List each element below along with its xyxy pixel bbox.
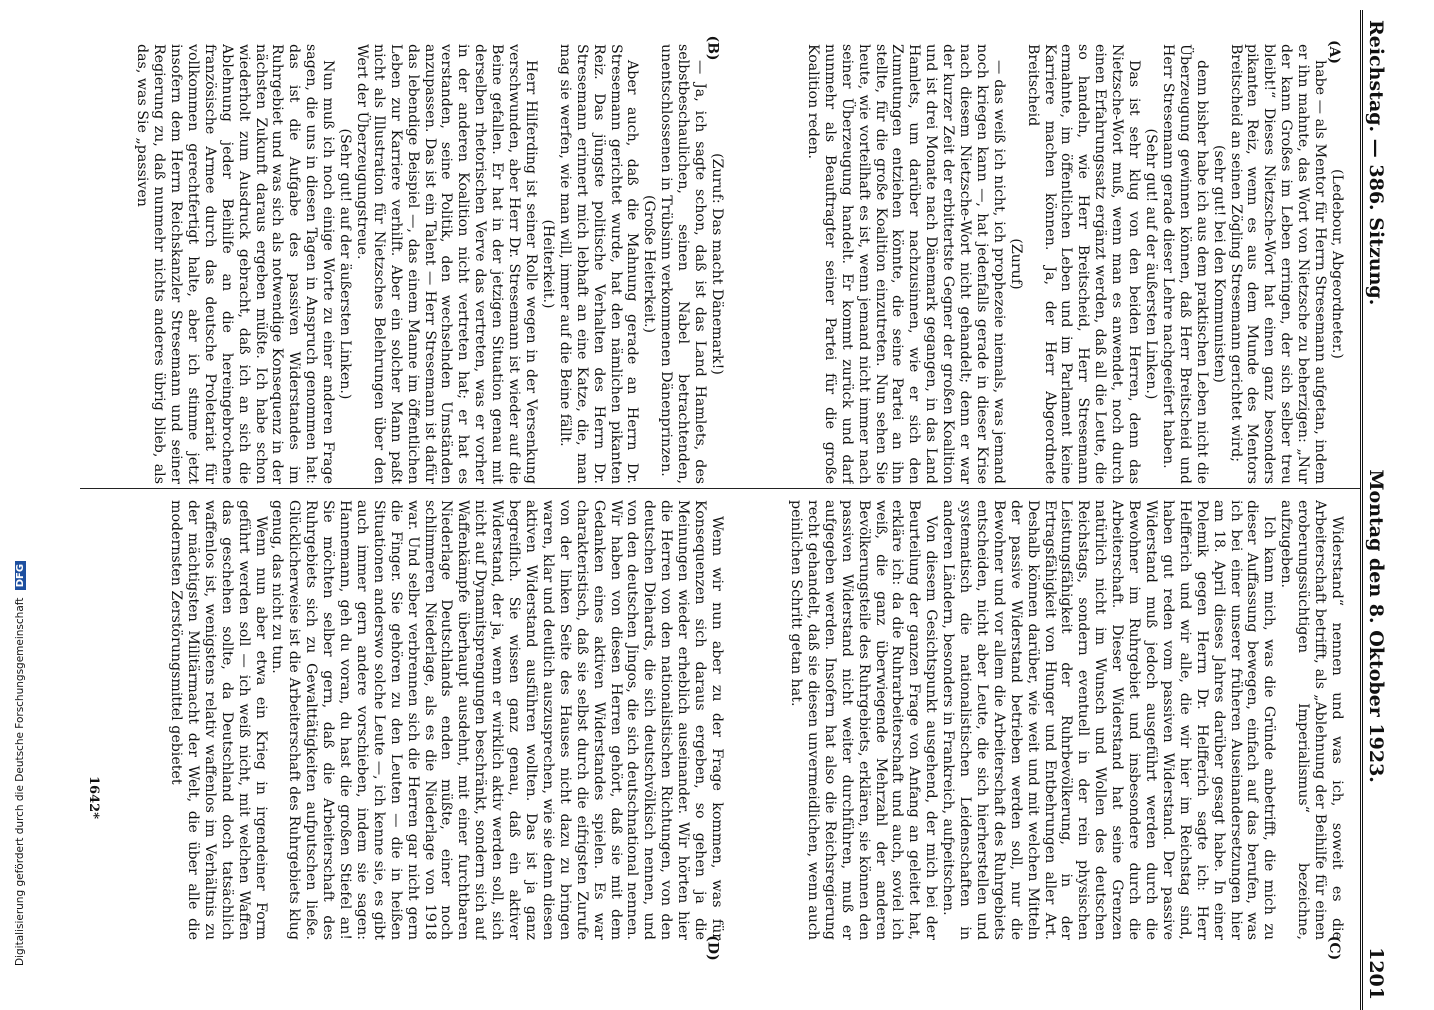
paragraph: denn bisher habe ich aus dem praktischen Leben nicht die Überzeugung gewinnen können, daß Herr Breitscheid und Herr Stresemann gerade dieser Lehre nachgeeifert haben.	[1159, 44, 1210, 484]
interjection: (Sehr gut! auf der äußersten Linken.)	[1143, 128, 1160, 400]
text-block-left-b	[105, 44, 725, 484]
column-divider	[80, 488, 1360, 489]
interjection: (Sehr gut! auf der äußersten Linken.)	[337, 128, 354, 400]
header-date: Montag den 8. Oktober 1923.	[1365, 469, 1387, 783]
paragraph: Von diesem Gesichtspunkt ausgehend, der mich bei der Beurteilung der ganzen Frage von Anfang an geleitet hat, erkläre ich: da die Ruhrarbeiterschaft und auch, soviel ich weiß, die ganz überwiegende Mehrzahl der anderen Bevölkerungsteile des Ruhrgebiets, erklären, sie können den passiven Widerstand nicht weiter durchführen, muß er aufgegeben werden. Insofern hat also die Reichsregierung recht gehandelt, daß sie diesen unvermeidlichen, wenn auch peinlichen Schritt getan hat.	[788, 500, 940, 940]
paragraph: Wenn wir nun aber zu der Frage kommen, was für Konsequenzen sich daraus ergeben, so gehen ja die Meinungen wieder erheblich auseinander. Wir hörten hier die Herren von den nationalistischen Richtungen, von den deutschen Diehards, die sich deutschvölkisch nennen, und von den deutschen Jingos, die sich deutschnational nennen. Wir haben von diesen Herren gehört, daß sie mit dem Gedanken eines aktiven Widerstandes spielen. Es war charakteristisch, daß sie selbst durch die eifrigsten Zurufe von der linken Seite des Hauses nicht dazu zu bringen waren, klar und deutlich auszusprechen, wie sie denn diesen aktiven Widerstand ausführen wollten. Das ist ja ganz begreiflich. Sie wissen ganz genau, daß ein aktiver Widerstand, der ja, wenn er wirklich aktiv werden soll, sich nicht auf Dynamitsprengungen beschränkt, sondern sich auf Waffenkämpfe überhaupt ausdehnt, mit einer furchtbaren Niederlage Deutschlands enden müßte, einer noch schlimmeren Niederlage, als es die Niederlage von 1918 war. Und selber verbrennen sich die Herren gar nicht gern die Finger. Sie gehören zu den Leuten — die in heißen Situationen anderswo solche Leute —, ich kenne sie, es gibt auch immer gern andere vorschieben, indem sie sagen: Hannemann, geh du voran, du hast die großen Stiefel an! Sie möchten selber gern, daß die Arbeiterschaft des Ruhrgebiets sich zu Gewalttätigkeiten aufputschen ließe. Glücklicherweise ist die Arbeiterschaft des Ruhrgebiets klug genug, das nicht zu tun.	[269, 500, 725, 940]
paragraph: Das ist sehr klug von den beiden Herren, denn das Nietzsche-Wort muß, wenn man es anwendet, noch durch einen Erfahrungssatz ergänzt werden, daß all die Leute, die so handeln, wie Herr Breitscheid, Herr Stresemann ermahnte, im öffentlichen Leben und im Parlament keine Karriere machen können. Ja, der Herr Abgeordnete Breitscheid	[1024, 44, 1143, 484]
interjection: (Große Heiterkeit.)	[641, 194, 658, 334]
digitization-credit	[14, 563, 26, 966]
margin-marker-d: (D)	[704, 935, 721, 961]
header-chamber: Reichstag. — 386. Sitzung.	[1365, 20, 1387, 306]
margin-marker-a: (A)	[1326, 39, 1343, 65]
paragraph: Wenn nun aber etwa ein Krieg in irgendeiner Form geführt werden soll — ich weiß nicht, mit welchen Waffen das geschehen sollte, da Deutschland doch tatsächlich waffenlos ist, wenigstens relativ waffenlos im Verhältnis zu der mächtigsten Militärmacht der Welt, die über alle die modernsten Zerstörungsmittel gebietet	[168, 500, 269, 940]
text-block-right-a	[725, 500, 1345, 940]
paragraph: — das weiß ich nicht, ich prophezeie niemals, was jemand noch kriegen kann —, hat jedenfalls gerade in dieser Krise nach diesem Nietzsche-Wort nicht gehandelt; denn er war der kurzer Zeit der erbittertste Gegner der großen Koalition und ist drei Monate nach Dänemark gegangen, in das Land Hamlets, um darüber nachzusinnen, wie er sich den Zumutungen entziehen könnte, die seine Partei an ihn stellte, für die große Koalition einzutreten. Nun sehen Sie heute, wie vorteilhaft es ist, wenn jemand nicht immer nach seiner Überzeugung handelt. Er kommt zurück und darf nunmehr als Beauftragter seiner Partei für die große Koalition reden.	[804, 44, 1007, 484]
header-page-number: 1201	[1365, 947, 1387, 1000]
credit-text: Digitalisierung gefördert durch die Deutsche Forschungsgemeinschaft	[14, 597, 26, 966]
paragraph: Nun muß ich noch einige Worte zu einer anderen Frage sagen, die uns in diesen Tagen in Anspruch genommen hat: das ist die Aufgabe des passiven Widerstandes im Ruhrgebiet und was sich als notwendige Konsequenz in der nächsten Zukunft daraus ergeben müßte. Ich habe schon wiederholt zum Ausdruck gebracht, daß ich an sich die Ablehnung jeder Beihilfe an die hereingebrochene französische Armee durch das deutsche Proletariat für vollkommen gerechtfertigt halte, aber ich stimme jetzt insofern dem Herrn Reichskanzler Stresemann und seiner Regierung zu, daß nunmehr nichts anderes übrig blieb, als das, was Sie „passiven	[134, 44, 337, 484]
text-block-left-a	[725, 44, 1345, 484]
interjection: (sehr gut! bei den Kommunisten)	[1210, 145, 1227, 383]
interjection: (Zuruf: Das macht Dänemark!)	[709, 153, 725, 375]
paragraph: — Ja, ich sagte schon, daß ist das Land Hamlets, des selbstbeschaulichen, seinen Nabel betrachtenden, unentschlossenen in Trübsinn verkommenen Dänenprinzen.	[658, 44, 709, 484]
dfg-logo: DFG	[15, 561, 26, 590]
folio-number: 1642*	[85, 776, 101, 819]
interjection: (Zuruf)	[1007, 238, 1024, 290]
paragraph: habe — als Mentor für Herrn Stresemann aufgetan, indem er ihn mahnte, das Wort von Nietzsche zu beherzigen: „Nur der kann Großes im Leben erringen, der sich selber treu bleibt!“ Dieses Nietzsche-Wort hat einen ganz besonders pikanten Reiz, wenn es aus dem Munde des Mentors Breitscheid an seinen Zögling Stresemann gerichtet wird;	[1227, 44, 1329, 484]
paragraph: Herr Hilferding ist seiner Rolle wegen in der Versenkung verschwunden, aber Herr Dr. Stresemann ist wieder auf die Beine gefallen. Er hat in der jetzigen Situation genau mit derselben rhetorischen Verve das vertreten, was er vorher in der anderen Koalition nicht vertreten hat; er hat es verstanden, seine Politik, den wechselnden Umständen anzupassen. Das ist ein Talent — Herr Stresemann ist dafür das lebendige Beispiel —, das einem Manne im öffentlichen Leben zur Karriere verhilft. Aber ein solcher Mann paßt nicht als Illustration für Nietzsches Belehrungen über den Wert der Überzeugungstreue.	[353, 44, 540, 484]
speaker-note: (Ledebour, Abgeordneter.)	[1329, 169, 1345, 359]
paragraph: Widerstand“ nennen und was ich, soweit es die Arbeiterschaft betrifft, als „Ablehnung der Beihilfe für einen eroberungssüchtigen Imperialismus“ bezeichne, aufzugeben.	[1278, 500, 1345, 940]
interjection: (Heiterkeit.)	[539, 219, 556, 309]
paragraph: Ich kann mich, was die Gründe anbetrifft, die mich zu dieser Auffassung bewegen, einfach auf das berufen, was ich bei einer unserer früheren Auseinandersetzungen hier am 18. April dieses Jahres darüber gesagt habe. In einer Polemik gegen Herrn Dr. Helfferich sagte ich: Herr Helfferich und wir alle, die wir hier im Reichstag sind, haben gut reden vom passiven Widerstand. Der passive Widerstand muß jedoch ausgeführt werden durch die Bewohner im Ruhrgebiet und insbesondere durch die Arbeiterschaft. Dieser Widerstand hat seine Grenzen natürlich nicht im Wunsch und Wollen des deutschen Reichstags, sondern eventuell in der rein physischen Leistungsfähigkeit der Ruhrbevölkerung, in der Ertragsfähigkeit von Hunger und Entbehrungen aller Art. Deshalb können darüber, wie weit und mit welchen Mitteln der passive Widerstand betrieben werden soll, nur die Bewohner und vor allem die Arbeiterschaft des Ruhrgebiets entscheiden, nicht aber Leute, die sich hierherstellen und systematisch die nationalistischen Leidenschaften in anderen Ländern, besonders in Frankreich, aufpeitschen.	[940, 500, 1278, 940]
running-header	[1360, 10, 1400, 1010]
margin-marker-b: (B)	[704, 35, 721, 61]
paragraph: Aber auch, daß die Mahnung gerade an Herrn Dr. Stresemann gerichtet wurde, hat den nämlichen pikanten Reiz. Das jüngste politische Verhalten des Herrn Dr. Stresemann erinnert mich lebhaft an eine Katze, die, man mag sie werfen, wie man will, immer auf die Beine fällt.	[556, 44, 641, 484]
text-block-right-b	[105, 500, 725, 940]
margin-marker-c: (C)	[1326, 935, 1343, 961]
